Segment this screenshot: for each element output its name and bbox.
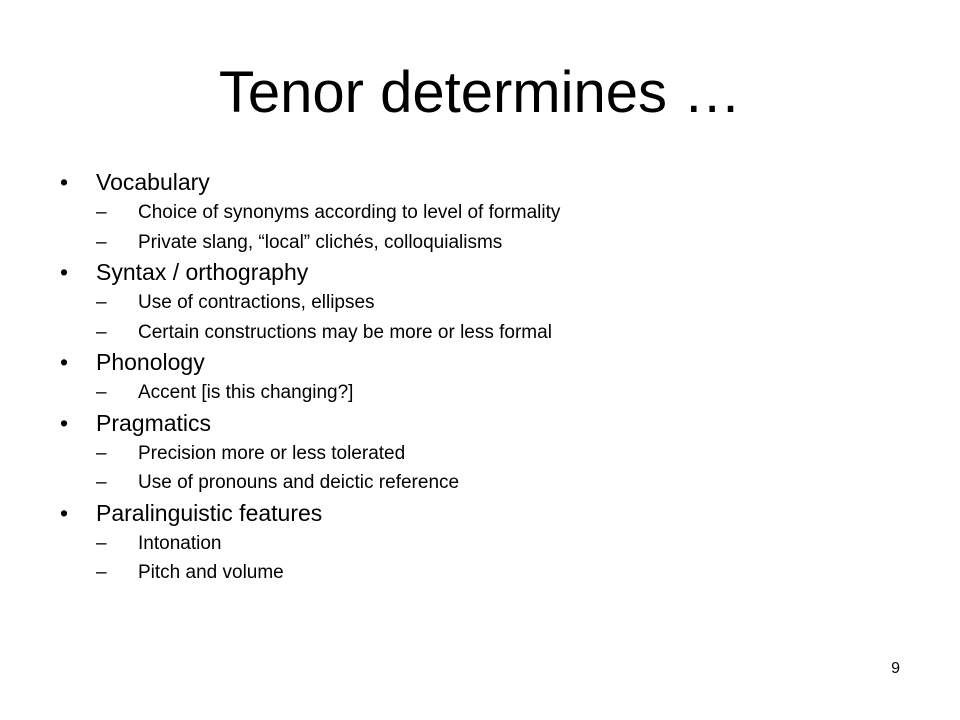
bullet-row [60, 347, 920, 378]
bullet-label: Pragmatics [96, 409, 212, 436]
bullet-item [60, 257, 920, 347]
sub-bullet-label: Choice of synonyms according to level of formality [138, 202, 561, 223]
slide-title: Tenor determines … [218, 60, 742, 125]
bullet-item [60, 167, 920, 257]
bullet-icon: • [60, 349, 69, 375]
bullet-icon: • [60, 259, 69, 285]
sub-bullet-item [96, 378, 920, 408]
dash-icon: – [96, 562, 107, 583]
dash-icon: – [96, 442, 107, 464]
bullet-row [60, 498, 920, 529]
bullet-icon: • [60, 169, 69, 195]
bullet-label: Syntax / orthography [96, 259, 309, 285]
bullet-label: Vocabulary [96, 169, 210, 195]
sub-bullet-item [96, 198, 920, 228]
bullet-icon: • [60, 499, 69, 526]
dash-icon: – [96, 472, 107, 493]
sub-bullet-item [96, 228, 920, 258]
bullet-item [60, 408, 920, 498]
dash-icon: – [96, 231, 107, 253]
bullet-row [60, 167, 920, 198]
bullet-row [60, 257, 920, 288]
sub-bullet-item [96, 468, 920, 498]
dash-icon: – [96, 382, 107, 403]
sub-bullet-item [96, 288, 920, 318]
bullet-icon: • [60, 409, 69, 436]
sub-bullet-label: Precision more or less tolerated [138, 442, 406, 464]
bullet-item [60, 347, 920, 408]
sub-bullet-list [96, 198, 920, 257]
dash-icon: – [96, 292, 107, 313]
sub-bullet-list [96, 378, 920, 408]
sub-bullet-item [96, 439, 920, 469]
sub-bullet-label: Private slang, “local” clichés, colloquialisms [138, 231, 503, 253]
bullet-item [60, 498, 920, 588]
bullet-row [60, 408, 920, 439]
dash-icon: – [96, 202, 107, 223]
sub-bullet-item [96, 558, 920, 588]
bullet-list [60, 167, 920, 588]
sub-bullet-label: Pitch and volume [138, 562, 284, 583]
sub-bullet-list [96, 529, 920, 588]
sub-bullet-label: Use of contractions, ellipses [138, 292, 375, 313]
page-number: 9 [891, 660, 900, 677]
bullet-label: Paralinguistic features [96, 499, 323, 526]
sub-bullet-label: Intonation [138, 532, 222, 554]
sub-bullet-label: Use of pronouns and deictic reference [138, 472, 460, 493]
sub-bullet-list [96, 288, 920, 347]
dash-icon: – [96, 532, 107, 554]
dash-icon: – [96, 321, 107, 343]
sub-bullet-label: Accent [is this changing?] [138, 382, 354, 403]
sub-bullet-list [96, 439, 920, 498]
bullet-label: Phonology [96, 349, 205, 375]
sub-bullet-label: Certain constructions may be more or less formal [138, 321, 552, 343]
sub-bullet-item [96, 529, 920, 559]
sub-bullet-item [96, 318, 920, 348]
